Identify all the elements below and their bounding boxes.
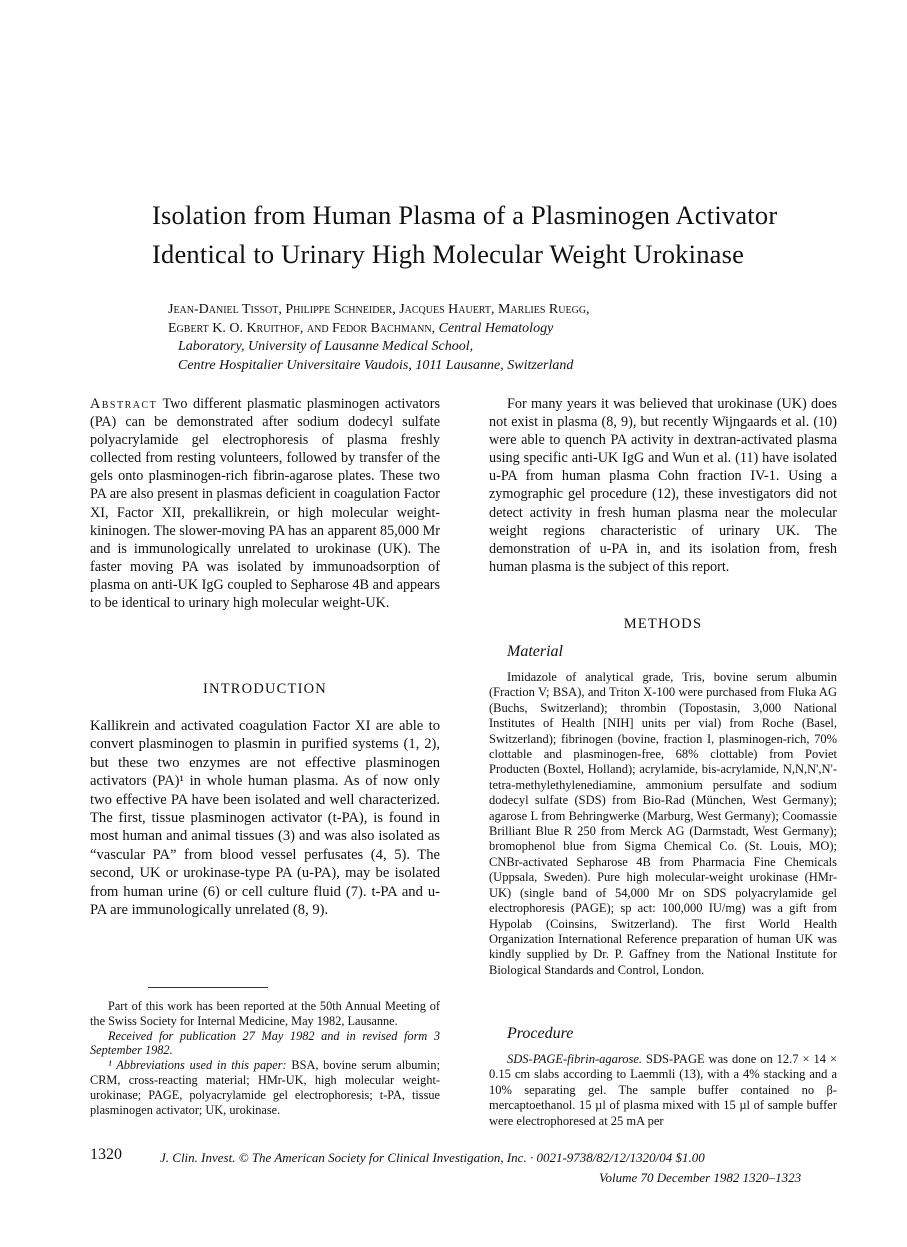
title-line-2: Identical to Urinary High Molecular Weight Urokinase xyxy=(152,239,745,269)
procedure-body: SDS-PAGE was done on 12.7 × 14 × 0.15 cm slabs according to Laemmli (13), with a 4% stacking and a 10% separating gel. The sample buffer contained no β-mercaptoethanol. 15 µl of plasma mixed with 15 µl of sample buffer were electrophoresed at 25 mA per xyxy=(489,1052,837,1128)
author-names-2: Egbert K. O. Kruithof, and Fedor Bachmann, xyxy=(168,320,436,336)
journal-line: J. Clin. Invest. © The American Society for Clinical Investigation, Inc. · 0021-9738/82/12/1320/04 $1.00 xyxy=(160,1150,705,1165)
introduction-text: Kallikrein and activated coagulation Factor XI are able to convert plasminogen to plasmin in purified systems (1, 2), but these two enzymes are not effective plasminogen activators (PA)¹ in whole human plasma. As of now only two effective PA have been isolated and well characterized. The first, tissue plasminogen activator (t-PA), is found in most human and animal tissues (3) and was also isolated as “vascular PA” from blood vessel perfusates (4, 5). The second, UK or urokinase-type PA (u-PA), may be isolated from human urine (6) or cell culture fluid (7). t-PA and u-PA are immunologically unrelated (8, 9). xyxy=(90,718,440,919)
article-title xyxy=(152,196,852,274)
footnote-received: Received for publication 27 May 1982 and in revised form 3 September 1982. xyxy=(90,1028,440,1058)
volume-line: Volume 70 December 1982 1320–1323 xyxy=(599,1170,802,1185)
author-line-1: Jean-Daniel Tissot, Philippe Schneider, Jacques Hauert, Marlies Ruegg, xyxy=(168,302,590,317)
methods-heading: METHODS xyxy=(623,616,703,632)
footnote-rule xyxy=(148,987,268,988)
footnote-abbrev-label: ¹ Abbreviations used in this paper: xyxy=(108,1058,287,1073)
affiliation-line-2: Centre Hospitalier Universitaire Vaudois, 1011 Lausanne, Switzerland xyxy=(178,357,574,373)
abstract-label: Abstract xyxy=(90,396,158,412)
footnote-presentation: Part of this work has been reported at the 50th Annual Meeting of the Swiss Society for Internal Medicine, May 1982, Lausanne. xyxy=(90,999,440,1028)
page-number: 1320 xyxy=(90,1146,122,1163)
title-line-1: Isolation from Human Plasma of a Plasminogen Activator xyxy=(152,200,778,230)
procedure-label: SDS-PAGE-fibrin-agarose. xyxy=(507,1052,643,1066)
author-block xyxy=(168,301,808,375)
footnote-abbrev-text: BSA, bovine serum albumin; CRM, cross-reacting material; HMr-UK, high molecular weight-urokinase; PAGE, polyacrylamide gel electrophoresis; t-PA, tissue plasminogen activator; UK, urokinase. xyxy=(90,1058,441,1117)
footnotes xyxy=(90,999,440,1117)
abstract-text: Two different plasmatic plasminogen activators (PA) can be demonstrated after sodium dodecyl sulfate polyacrylamide gel electrophoresis of plasma freshly collected from resting volunteers, followed by transfer of the gels onto plasminogen-rich fibrin-agarose plates. These two PA are also present in plasmas deficient in coagulation Factor XI, Factor XII, prekallikrein, or high molecular weight-kininogen. The slower-moving PA has an apparent 85,000 Mr and is immunologically unrelated to urokinase (UK). The faster moving PA was isolated by immunoadsorption of plasma on anti-UK IgG coupled to Sepharose 4B and appears to be identical to urinary high molecular weight-UK. xyxy=(90,396,440,612)
affiliation-start: Central Hematology xyxy=(435,320,554,336)
affiliation-line-1: Laboratory, University of Lausanne Medical School, xyxy=(178,339,474,354)
procedure-heading: Procedure xyxy=(507,1025,574,1042)
footnote-abbreviations xyxy=(90,1058,440,1117)
abstract xyxy=(90,395,440,612)
material-heading: Material xyxy=(507,643,563,660)
intro-continuation: For many years it was believed that urokinase (UK) does not exist in plasma (8, 9), but recently Wijngaards et al. (10) were able to quench PA activity in dextran-activated plasma using specific anti-UK IgG and Wun et al. (11) have isolated u-PA from human plasma Cohn fraction IV-1. Using a zymographic gel procedure (12), these investigators did not detect activity in fresh human plasma near the molecular weight regions characteristic of urinary UK. The demonstration of u-PA in, and its isolation from, fresh human plasma is the subject of this report. xyxy=(489,396,837,575)
introduction-heading: INTRODUCTION xyxy=(203,681,327,697)
material-text: Imidazole of analytical grade, Tris, bovine serum albumin (Fraction V; BSA), and Triton X-100 were purchased from Fluka AG (Buchs, Switzerland); thrombin (Topostasin, 3,000 National Institutes of Health [NIH] units per vial) from Roche (Basel, Switzerland); fibrinogen (bovine, fraction I, plasminogen-rich, 70% clottable and plasminogen-free, 68% clottable) from Poviet Producten (Boxtel, Holland); acrylamide, bis-acrylamide, N,N,N',N'-tetra-methylethylenediamine, ammonium persulfate and sodium dodecyl sulfate (SDS) from Bio-Rad (München, West Germany); agarose L from Behringwerke (Marburg, West Germany); Coomassie Brilliant Blue R 250 from Merck AG (Darmstadt, West Germany); bromophenol blue from Sigma Chemical Co. (St. Louis, MO); CNBr-activated Sepharose 4B from Pharmacia Fine Chemicals (Uppsala, Sweden). Pure high molecular-weight urokinase (HMr-UK) (single band of 54,000 Mr on SDS polyacrylamide gel electrophoresis (PAGE); sp act: 100,000 IU/mg) was a gift from Hypolab (Coinsins, Switzerland). The first World Health Organization International Reference preparation of human UK was kindly supplied by Dr. P. Gaffney from the National Institute for Biological Standards and Control, London. xyxy=(489,670,837,977)
procedure-text xyxy=(489,1052,837,1129)
author-line-2 xyxy=(168,320,808,339)
